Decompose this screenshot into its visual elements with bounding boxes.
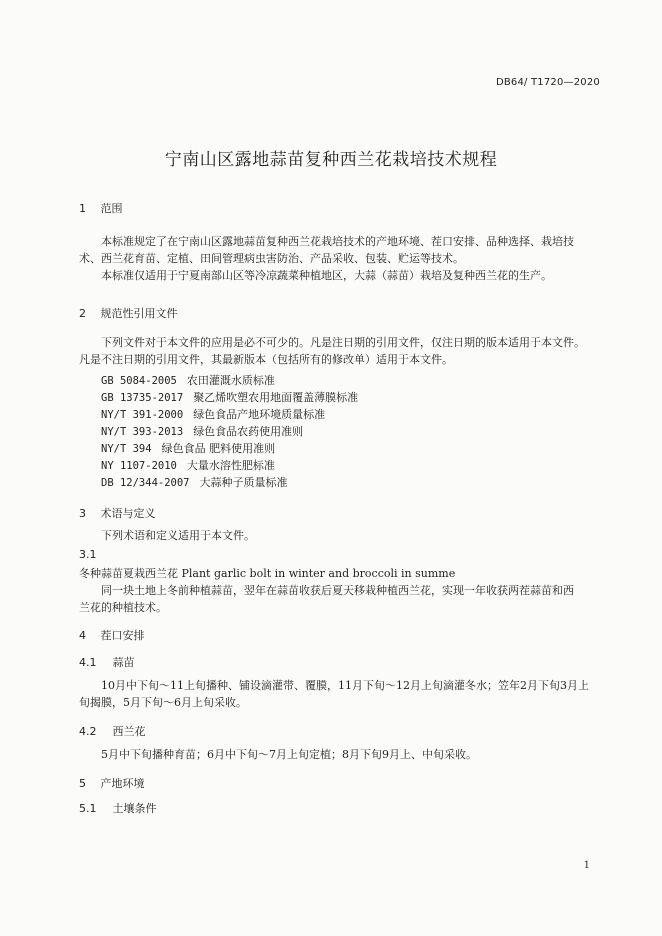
reference-code: NY 1107-2010 bbox=[101, 460, 177, 472]
section-4-heading bbox=[79, 627, 145, 643]
reference-name: 大蒜种子质量标准 bbox=[199, 476, 288, 489]
text-line: 5月中下旬播种育苗；6月中下旬～7月上旬定植；8月下旬9月上、中旬采收。 bbox=[101, 748, 477, 761]
reference-item bbox=[101, 372, 275, 390]
reference-name: 绿色食品 肥料使用准则 bbox=[161, 442, 276, 455]
text-line: 本标准规定了在宁南山区露地蒜苗复种西兰花栽培技术的产地环境、茬口安排、品种选择、栽培技 bbox=[101, 235, 574, 248]
section-title: 术语与定义 bbox=[100, 507, 156, 520]
section-2-paragraph bbox=[79, 334, 604, 368]
text-line: 同一块土地上冬前种植蒜苗，翌年在蒜苗收获后夏天移栽种植西兰花，实现一年收获两茬蒜苗和西 bbox=[101, 584, 574, 597]
reference-code: GB 5084-2005 bbox=[101, 375, 177, 387]
reference-name: 农田灌溉水质标准 bbox=[186, 374, 275, 387]
section-2-heading bbox=[79, 305, 178, 321]
reference-name: 绿色食品产地环境质量标准 bbox=[193, 408, 326, 421]
section-1-heading bbox=[79, 200, 123, 216]
section-title: 西兰花 bbox=[112, 725, 146, 738]
text-line: 旬揭膜，5月下旬～6月上旬采收。 bbox=[79, 696, 247, 709]
reference-name: 绿色食品农药使用准则 bbox=[193, 425, 304, 438]
section-3-heading bbox=[79, 505, 156, 521]
term-definition bbox=[79, 582, 604, 616]
term-number: 3.1 bbox=[79, 548, 97, 561]
reference-item bbox=[101, 440, 275, 458]
reference-code: GB 13735-2017 bbox=[101, 392, 184, 404]
section-number: 4 bbox=[79, 629, 86, 642]
section-title: 土壤条件 bbox=[112, 802, 157, 815]
reference-item bbox=[101, 389, 358, 407]
section-number: 4.1 bbox=[79, 656, 97, 669]
section-number: 4.2 bbox=[79, 725, 97, 738]
reference-name: 聚乙烯吹塑农用地面覆盖薄膜标准 bbox=[193, 391, 359, 404]
section-5-heading bbox=[79, 775, 145, 791]
reference-item bbox=[101, 457, 275, 475]
reference-item bbox=[101, 406, 325, 424]
text-line: 10月中下旬～11上旬播种、铺设滴灌带、覆膜，11月下旬～12月上旬滴灌冬水；笠年2月下旬3月上 bbox=[101, 679, 589, 692]
text-line: 下列术语和定义适用于本文件。 bbox=[101, 529, 255, 542]
text-line: 兰花的种植技术。 bbox=[79, 601, 167, 614]
document-title: 宁南山区露地蒜苗复种西兰花栽培技术规程 bbox=[164, 150, 498, 170]
subsection-5-1-heading bbox=[79, 800, 157, 816]
section-number: 2 bbox=[79, 307, 86, 320]
subsection-4-2-heading bbox=[79, 723, 146, 739]
text-line: 本标准仅适用于宁夏南部山区等冷凉蔬菜种植地区，大蒜（蒜苗）栽培及复种西兰花的生产。 bbox=[101, 269, 552, 282]
subsection-4-2-paragraph bbox=[79, 746, 604, 763]
section-title: 茬口安排 bbox=[100, 629, 145, 642]
text-line: 凡是不注日期的引用文件，其最新版本（包括所有的修改单）适用于本文件。 bbox=[79, 353, 453, 366]
reference-name: 大量水溶性肥标准 bbox=[186, 459, 275, 472]
document-code: DB64/ T1720—2020 bbox=[495, 77, 600, 88]
reference-code: DB 12/344-2007 bbox=[101, 477, 190, 489]
term-title: 冬种蒜苗夏栽西兰花 Plant garlic bolt in winter and broccoli in summe bbox=[79, 567, 456, 580]
section-title: 蒜苗 bbox=[112, 656, 135, 669]
text-line: 术、西兰花育苗、定植、田间管理病虫害防治、产品采收、包装、贮运等技术。 bbox=[79, 252, 464, 265]
reference-item bbox=[101, 474, 288, 492]
text-line: 下列文件对于本文件的应用是必不可少的。凡是注日期的引用文件，仅注日期的版本适用于本文件。 bbox=[101, 336, 585, 349]
reference-code: NY/T 393-2013 bbox=[101, 426, 184, 438]
section-number: 5.1 bbox=[79, 802, 97, 815]
section-number: 5 bbox=[79, 777, 86, 790]
reference-code: NY/T 394 bbox=[101, 443, 152, 455]
section-1-paragraph bbox=[79, 233, 604, 284]
section-number: 3 bbox=[79, 507, 86, 520]
reference-item bbox=[101, 423, 303, 441]
subsection-4-1-paragraph bbox=[79, 677, 604, 711]
reference-code: NY/T 391-2000 bbox=[101, 409, 184, 421]
page-number: 1 bbox=[583, 860, 590, 871]
term-name bbox=[79, 565, 455, 581]
section-number: 1 bbox=[79, 202, 86, 215]
section-3-paragraph bbox=[79, 527, 604, 544]
section-title: 规范性引用文件 bbox=[100, 307, 178, 320]
subsection-4-1-heading bbox=[79, 654, 135, 670]
section-title: 范围 bbox=[100, 202, 123, 215]
section-title: 产地环境 bbox=[100, 777, 145, 790]
